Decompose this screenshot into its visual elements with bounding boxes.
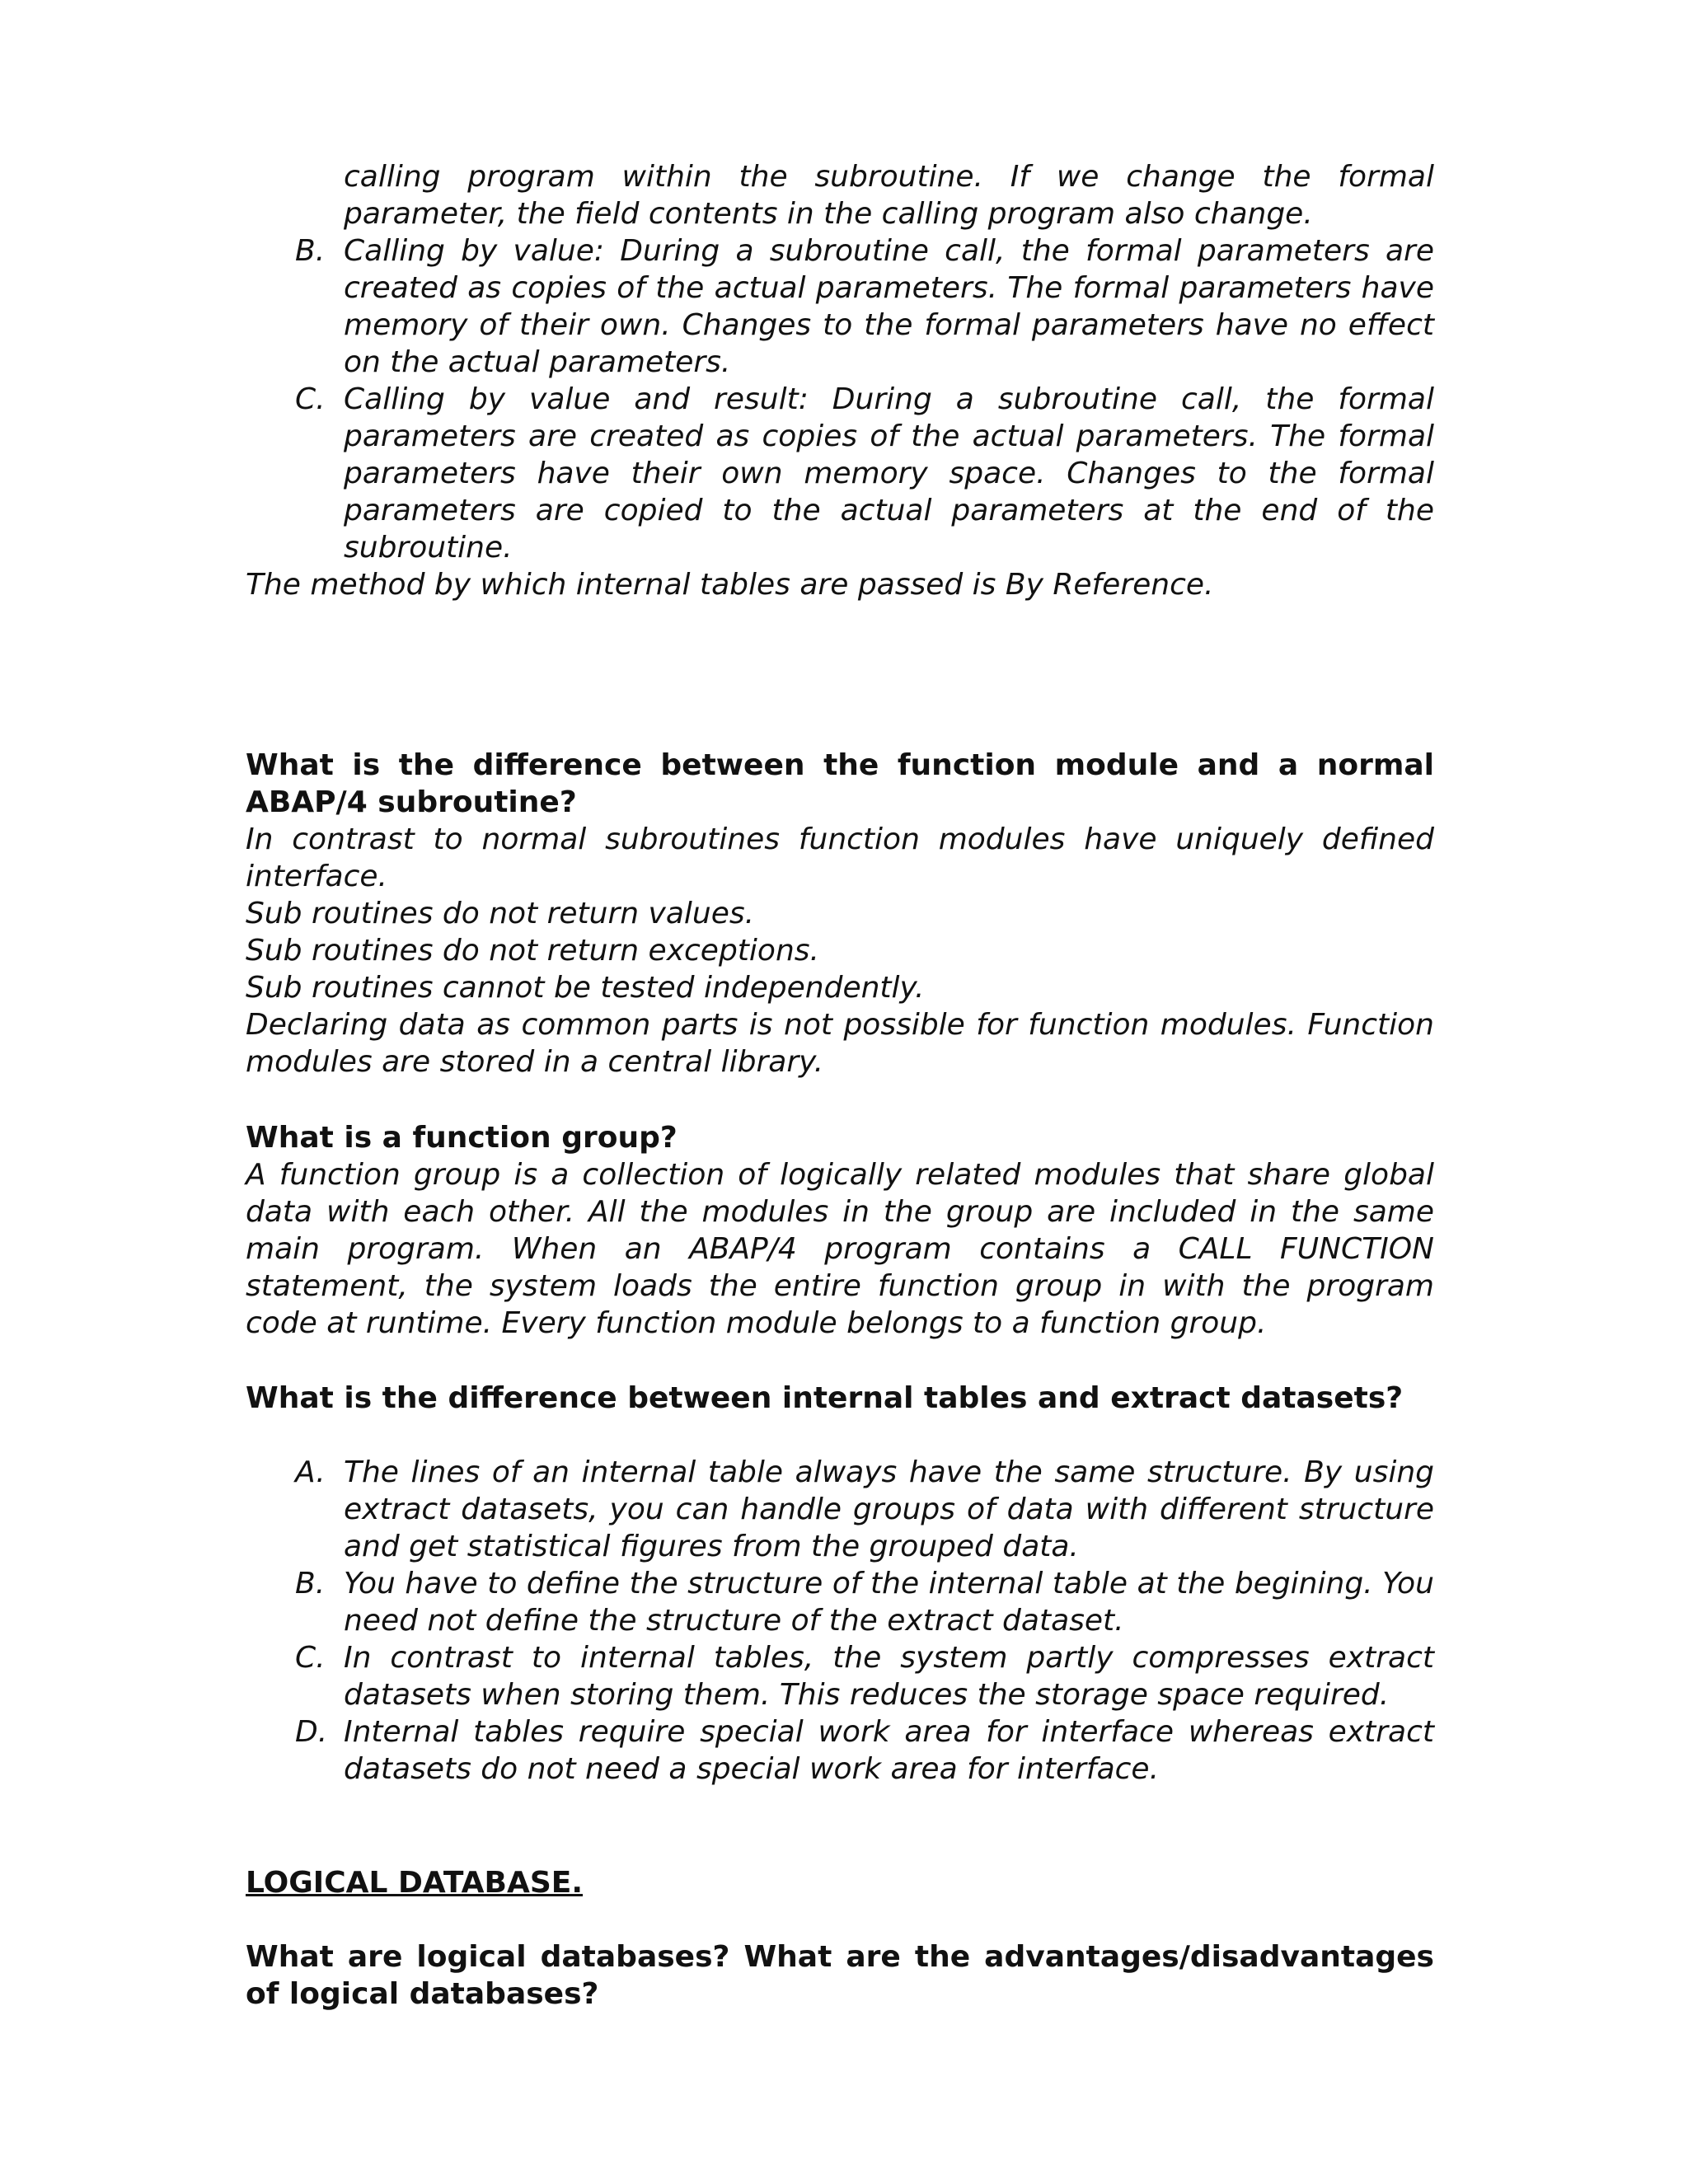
answer-line: Sub routines do not return exceptions. xyxy=(246,934,819,968)
intro-conclusion: The method by which internal tables are passed is By Reference. xyxy=(246,568,1214,602)
list-item xyxy=(246,1713,1434,1788)
list-marker: A. xyxy=(295,1455,326,1489)
list-item xyxy=(246,1454,1434,1565)
list-item-text: In contrast to internal tables, the system partly compresses extract datasets when storing them. This reduces the storage space required. xyxy=(344,1641,1434,1712)
answer-line: Sub routines cannot be tested independently. xyxy=(246,971,925,1005)
answer-line: Declaring data as common parts is not possible for function modules. Function modules are stored in a central library. xyxy=(246,1008,1434,1079)
list-item xyxy=(246,1565,1434,1639)
list-item xyxy=(246,232,1434,381)
question-heading: What is the difference between internal tables and extract datasets? xyxy=(246,1381,1404,1415)
answer-line: Sub routines do not return values. xyxy=(246,897,755,930)
question-heading: What is a function group? xyxy=(246,1121,678,1155)
list-item-text: Calling by value and result: During a subroutine call, the formal parameters are created as copies of the actual parameters. The formal parameters have their own memory space. Changes to the formal parameters are copied to the actual parameters at the end of the subroutine. xyxy=(344,382,1434,565)
qa-function-module-vs-subroutine xyxy=(246,747,1434,1080)
section-heading: LOGICAL DATABASE. xyxy=(246,1866,584,1900)
list-marker: C. xyxy=(295,1641,326,1675)
qa-internal-tables-vs-extract xyxy=(246,1380,1434,1417)
list-marker: C. xyxy=(295,382,326,416)
qa-function-group xyxy=(246,1119,1434,1342)
answer-line: In contrast to normal subroutines function modules have uniquely defined interface. xyxy=(246,823,1434,893)
question-heading: What are logical databases? What are the advantages/disadvantages of logical databases? xyxy=(246,1940,1434,2011)
list-marker: B. xyxy=(295,1567,326,1601)
intro-block xyxy=(246,158,1434,603)
list-item xyxy=(246,1639,1434,1713)
list-item-text: Calling by value: During a subroutine call, the formal parameters are created as copies of the actual parameters. The formal parameters have memory of their own. Changes to the formal parameters have no effect on the actual parameters. xyxy=(344,234,1434,379)
list-item-text: You have to define the structure of the internal table at the begining. You need not define the structure of the extract dataset. xyxy=(344,1567,1434,1638)
intro-continuation: calling program within the subroutine. If we change the formal parameter, the field contents in the calling program also change. xyxy=(344,160,1434,231)
question-heading: What is the difference between the function module and a normal ABAP/4 subroutine? xyxy=(246,748,1434,819)
list-marker: D. xyxy=(295,1715,328,1749)
list-item-text: Internal tables require special work area for interface whereas extract datasets do not need a special work area for interface. xyxy=(344,1715,1434,1786)
differences-list xyxy=(246,1454,1434,1788)
list-marker: B. xyxy=(295,234,326,268)
call-methods-list xyxy=(246,232,1434,566)
answer-paragraph: A function group is a collection of logically related modules that share global data with each other. All the modules in the group are included in the same main program. When an ABAP/4 program contains a CALL FUNCTION statement, the system loads the entire function group in with the program code at runtime. Every function module belongs to a function group. xyxy=(246,1158,1434,1340)
list-item-text: The lines of an internal table always have the same structure. By using extract datasets, you can handle groups of data with different structure and get statistical figures from the grouped data. xyxy=(344,1455,1434,1563)
list-item xyxy=(246,381,1434,566)
